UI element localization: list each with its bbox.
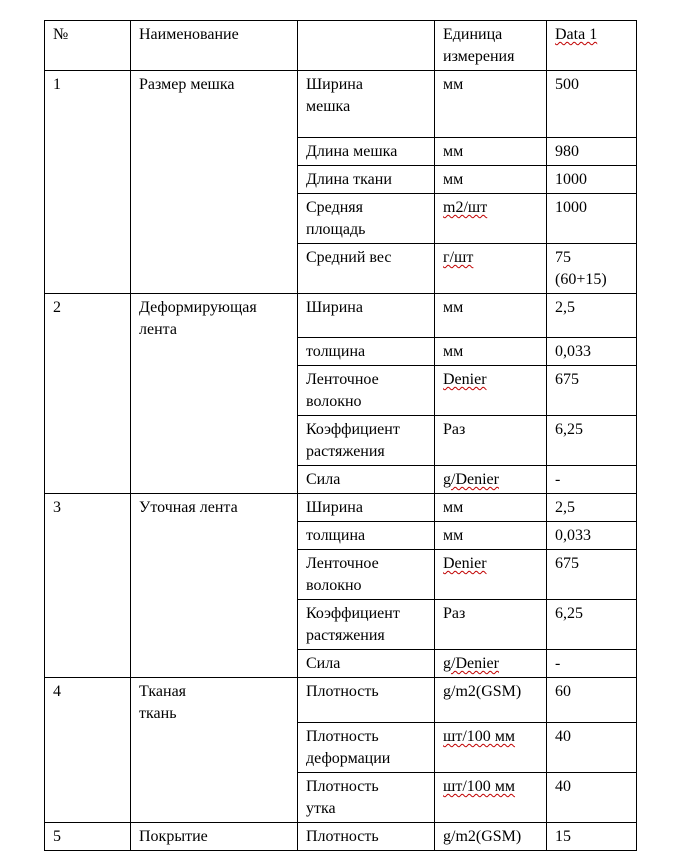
param-cell: Сила [298,466,435,494]
param-cell: Ленточное волокно [298,550,435,600]
group-name: Деформирующая лента [131,294,298,494]
header-data-label: Data 1 [555,26,598,43]
unit-cell [435,244,547,294]
param-cell: Ширина [298,494,435,522]
unit-text: шт/100 мм [443,728,516,745]
value-cell: 15 [547,823,637,851]
value-cell: 0,033 [547,522,637,550]
unit-cell [435,466,547,494]
param-cell: Ширина [298,294,435,338]
param-cell: Средний вес [298,244,435,294]
unit-text: шт/100 мм [443,778,516,795]
unit-cell [435,773,547,823]
group-number: 2 [45,294,131,494]
table-row [45,71,637,138]
unit-cell [435,550,547,600]
param-cell: Средняя площадь [298,194,435,244]
header-name: Наименование [131,21,298,71]
value-cell: 500 [547,71,637,138]
unit-text: m2/шт [443,199,488,216]
value-cell: 6,25 [547,416,637,466]
unit-cell [435,650,547,678]
value-cell: 0,033 [547,338,637,366]
value-cell: 675 [547,366,637,416]
param-cell: Плотность [298,823,435,851]
unit-cell: мм [435,338,547,366]
param-cell: Коэффициент растяжения [298,416,435,466]
unit-cell [435,194,547,244]
value-cell: 1000 [547,194,637,244]
unit-cell: Раз [435,600,547,650]
group-number: 5 [45,823,131,851]
header-number: № [45,21,131,71]
unit-cell: g/m2(GSM) [435,678,547,723]
table-row [45,823,637,851]
header-unit: Единица измерения [435,21,547,71]
unit-text: г/шт [443,249,474,266]
header-parameter [298,21,435,71]
unit-cell: мм [435,166,547,194]
value-cell: 980 [547,138,637,166]
group-name: Уточная лента [131,494,298,678]
param-cell: Плотность деформации [298,723,435,773]
param-cell: Плотность [298,678,435,723]
value-cell: 75 (60+15) [547,244,637,294]
value-cell: 6,25 [547,600,637,650]
table-row [45,294,637,338]
param-cell: Длина ткани [298,166,435,194]
param-cell: Ленточное волокно [298,366,435,416]
table-row [45,678,637,723]
unit-cell: мм [435,71,547,138]
param-cell: толщина [298,338,435,366]
unit-cell: Раз [435,416,547,466]
unit-text: g/Denier [443,655,499,672]
param-cell: Коэффициент растяжения [298,600,435,650]
unit-cell [435,366,547,416]
value-cell: 40 [547,773,637,823]
unit-cell: мм [435,138,547,166]
unit-cell: мм [435,294,547,338]
unit-text: Denier [443,555,487,572]
group-name: Тканая ткань [131,678,298,823]
table-row [45,494,637,522]
unit-text: Denier [443,371,487,388]
unit-cell: g/m2(GSM) [435,823,547,851]
spec-table [44,20,637,851]
value-cell: 2,5 [547,294,637,338]
unit-cell [435,723,547,773]
header-data [547,21,637,71]
param-cell: Длина мешка [298,138,435,166]
value-cell: 1000 [547,166,637,194]
unit-cell: мм [435,522,547,550]
group-name: Покрытие [131,823,298,851]
value-cell: 2,5 [547,494,637,522]
group-number: 3 [45,494,131,678]
value-cell: 40 [547,723,637,773]
header-row [45,21,637,71]
group-name: Размер мешка [131,71,298,294]
value-cell: - [547,650,637,678]
unit-text: g/Denier [443,471,499,488]
value-cell: 675 [547,550,637,600]
group-number: 4 [45,678,131,823]
value-cell: 60 [547,678,637,723]
group-number: 1 [45,71,131,294]
param-cell: толщина [298,522,435,550]
param-cell: Ширина мешка [298,71,435,138]
unit-cell: мм [435,494,547,522]
param-cell: Сила [298,650,435,678]
param-cell: Плотность утка [298,773,435,823]
value-cell: - [547,466,637,494]
